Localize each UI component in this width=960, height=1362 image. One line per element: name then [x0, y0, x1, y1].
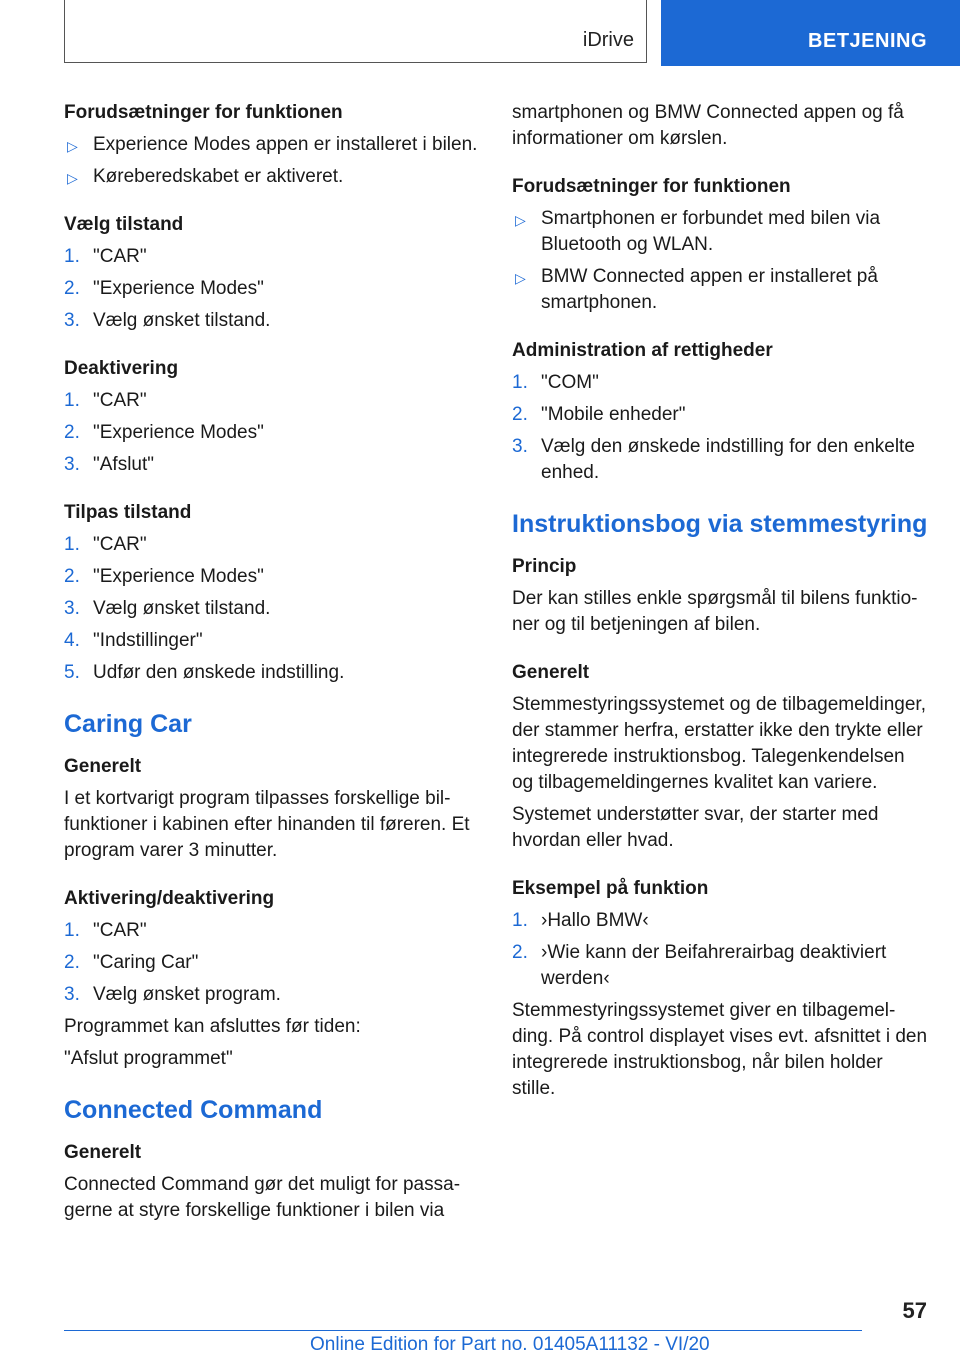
- heading-select-mode: Vælg tilstand: [64, 214, 184, 235]
- activation-steps: [64, 918, 482, 1008]
- heading-adjust-mode: Tilpas tilstand: [64, 502, 192, 523]
- heading-deactivation: Deaktivering: [64, 358, 179, 379]
- heading-principle: Princip: [512, 556, 577, 577]
- list-item: 2. "Caring Car": [64, 952, 199, 973]
- list-item: 5. Udfør den ønskede indstilling.: [64, 662, 345, 683]
- list-item: 1. "CAR": [64, 920, 147, 941]
- list-item: ▷ BMW Connected appen er installeret på smartphonen.: [515, 266, 878, 313]
- requirements-list: [512, 206, 930, 316]
- list-item: 2. "Experience Modes": [64, 278, 264, 299]
- list-item: 3. Vælg ønsket tilstand.: [64, 310, 271, 331]
- section-title-voice-manual: Instruktionsbog via stemmestyring: [512, 510, 928, 538]
- paragraph: Stemmestyringssystemet giver en tilbagemelding. På control displayet vises evt. afsnittet i den integrerede instruktionsbog, når bilen holder stille.: [512, 1000, 928, 1099]
- heading-example: Eksempel på funktion: [512, 878, 709, 899]
- list-item: 1. "COM": [512, 372, 599, 393]
- section-title-caring-car: Caring Car: [64, 710, 192, 738]
- heading-general: Generelt: [64, 1142, 142, 1163]
- example-steps: [512, 908, 930, 992]
- section-title-connected-command: Connected Command: [64, 1096, 323, 1124]
- heading-rights-admin: Administration af rettigheder: [512, 340, 773, 361]
- paragraph: Der kan stilles enkle spørgsmål til bilens funktioner og til betjeningen af bilen.: [512, 588, 918, 635]
- requirements-list: [64, 132, 482, 190]
- list-item: 1. "CAR": [64, 246, 147, 267]
- deactivation-steps: [64, 388, 482, 478]
- heading-general: Generelt: [64, 756, 142, 777]
- list-item: ▷ Smartphonen er forbundet med bilen via Bluetooth og WLAN.: [515, 208, 881, 255]
- heading-requirements: Forudsætninger for funktionen: [512, 176, 791, 197]
- list-item: 3. "Afslut": [64, 454, 155, 475]
- triangle-bullet-icon: ▷: [67, 138, 78, 154]
- list-item: 1. "CAR": [64, 534, 147, 555]
- rights-admin-steps: [512, 370, 930, 486]
- heading-general: Generelt: [512, 662, 590, 683]
- right-column: [512, 100, 930, 1108]
- paragraph: smartphonen og BMW Connected appen og få informationer om kørslen.: [512, 102, 904, 149]
- footer-edition: Online Edition for Part no. 01405A11132 - VI/20: [310, 1334, 710, 1355]
- triangle-bullet-icon: ▷: [515, 212, 526, 228]
- list-item: 2. "Mobile enheder": [512, 404, 686, 425]
- list-item: 1. "CAR": [64, 390, 147, 411]
- triangle-bullet-icon: ▷: [515, 270, 526, 286]
- list-item: 2. "Experience Modes": [64, 422, 264, 443]
- paragraph: I et kortvarigt program tilpasses forskellige bilfunktioner i kabinen efter hinanden til føreren. Et program varer 3 minutter.: [64, 788, 470, 861]
- header-chapter-title: BETJENING: [808, 30, 927, 52]
- list-item: 2. "Experience Modes": [64, 566, 264, 587]
- select-mode-steps: [64, 244, 482, 334]
- list-item: ▷ Køreberedskabet er aktiveret.: [64, 164, 482, 190]
- paragraph: Stemmestyringssystemet og de tilbagemeldinger, der stammer herfra, erstatter ikke den trykte eller integrerede instruktionsbog. Talegenkendelsen og tilbagemeldingernes kvalitet kan variere.: [512, 694, 926, 793]
- list-item: 4. "Indstillinger": [64, 630, 203, 651]
- footer-divider: [64, 1330, 862, 1331]
- paragraph: Systemet understøtter svar, der starter med hvordan eller hvad.: [512, 804, 879, 851]
- list-item: 3. Vælg ønsket program.: [64, 984, 281, 1005]
- paragraph: "Afslut programmet": [64, 1048, 233, 1069]
- header-section-box: [64, 0, 647, 63]
- triangle-bullet-icon: ▷: [67, 170, 78, 186]
- paragraph: Programmet kan afsluttes før tiden:: [64, 1016, 361, 1037]
- header-section-title: iDrive: [582, 29, 634, 51]
- heading-activation: Aktivering/deaktivering: [64, 888, 275, 909]
- list-item: 3. Vælg den ønskede indstilling for den enkelte enhed.: [512, 436, 915, 483]
- left-column: [64, 100, 482, 1230]
- page-header: [0, 0, 960, 66]
- list-item: 2. ›Wie kann der Beifahrerairbag deaktiviert werden‹: [512, 942, 887, 989]
- paragraph: Connected Command gør det muligt for passagerne at styre forskellige funktioner i bilen via: [64, 1174, 461, 1221]
- page-number: 57: [902, 1298, 927, 1323]
- list-item: ▷ Experience Modes appen er installeret i bilen.: [64, 132, 482, 158]
- adjust-mode-steps: [64, 532, 482, 686]
- heading-requirements: Forudsætninger for funktionen: [64, 102, 343, 123]
- list-item: 3. Vælg ønsket tilstand.: [64, 598, 271, 619]
- list-item: 1. ›Hallo BMW‹: [512, 910, 649, 931]
- header-chapter-tab: [661, 0, 960, 66]
